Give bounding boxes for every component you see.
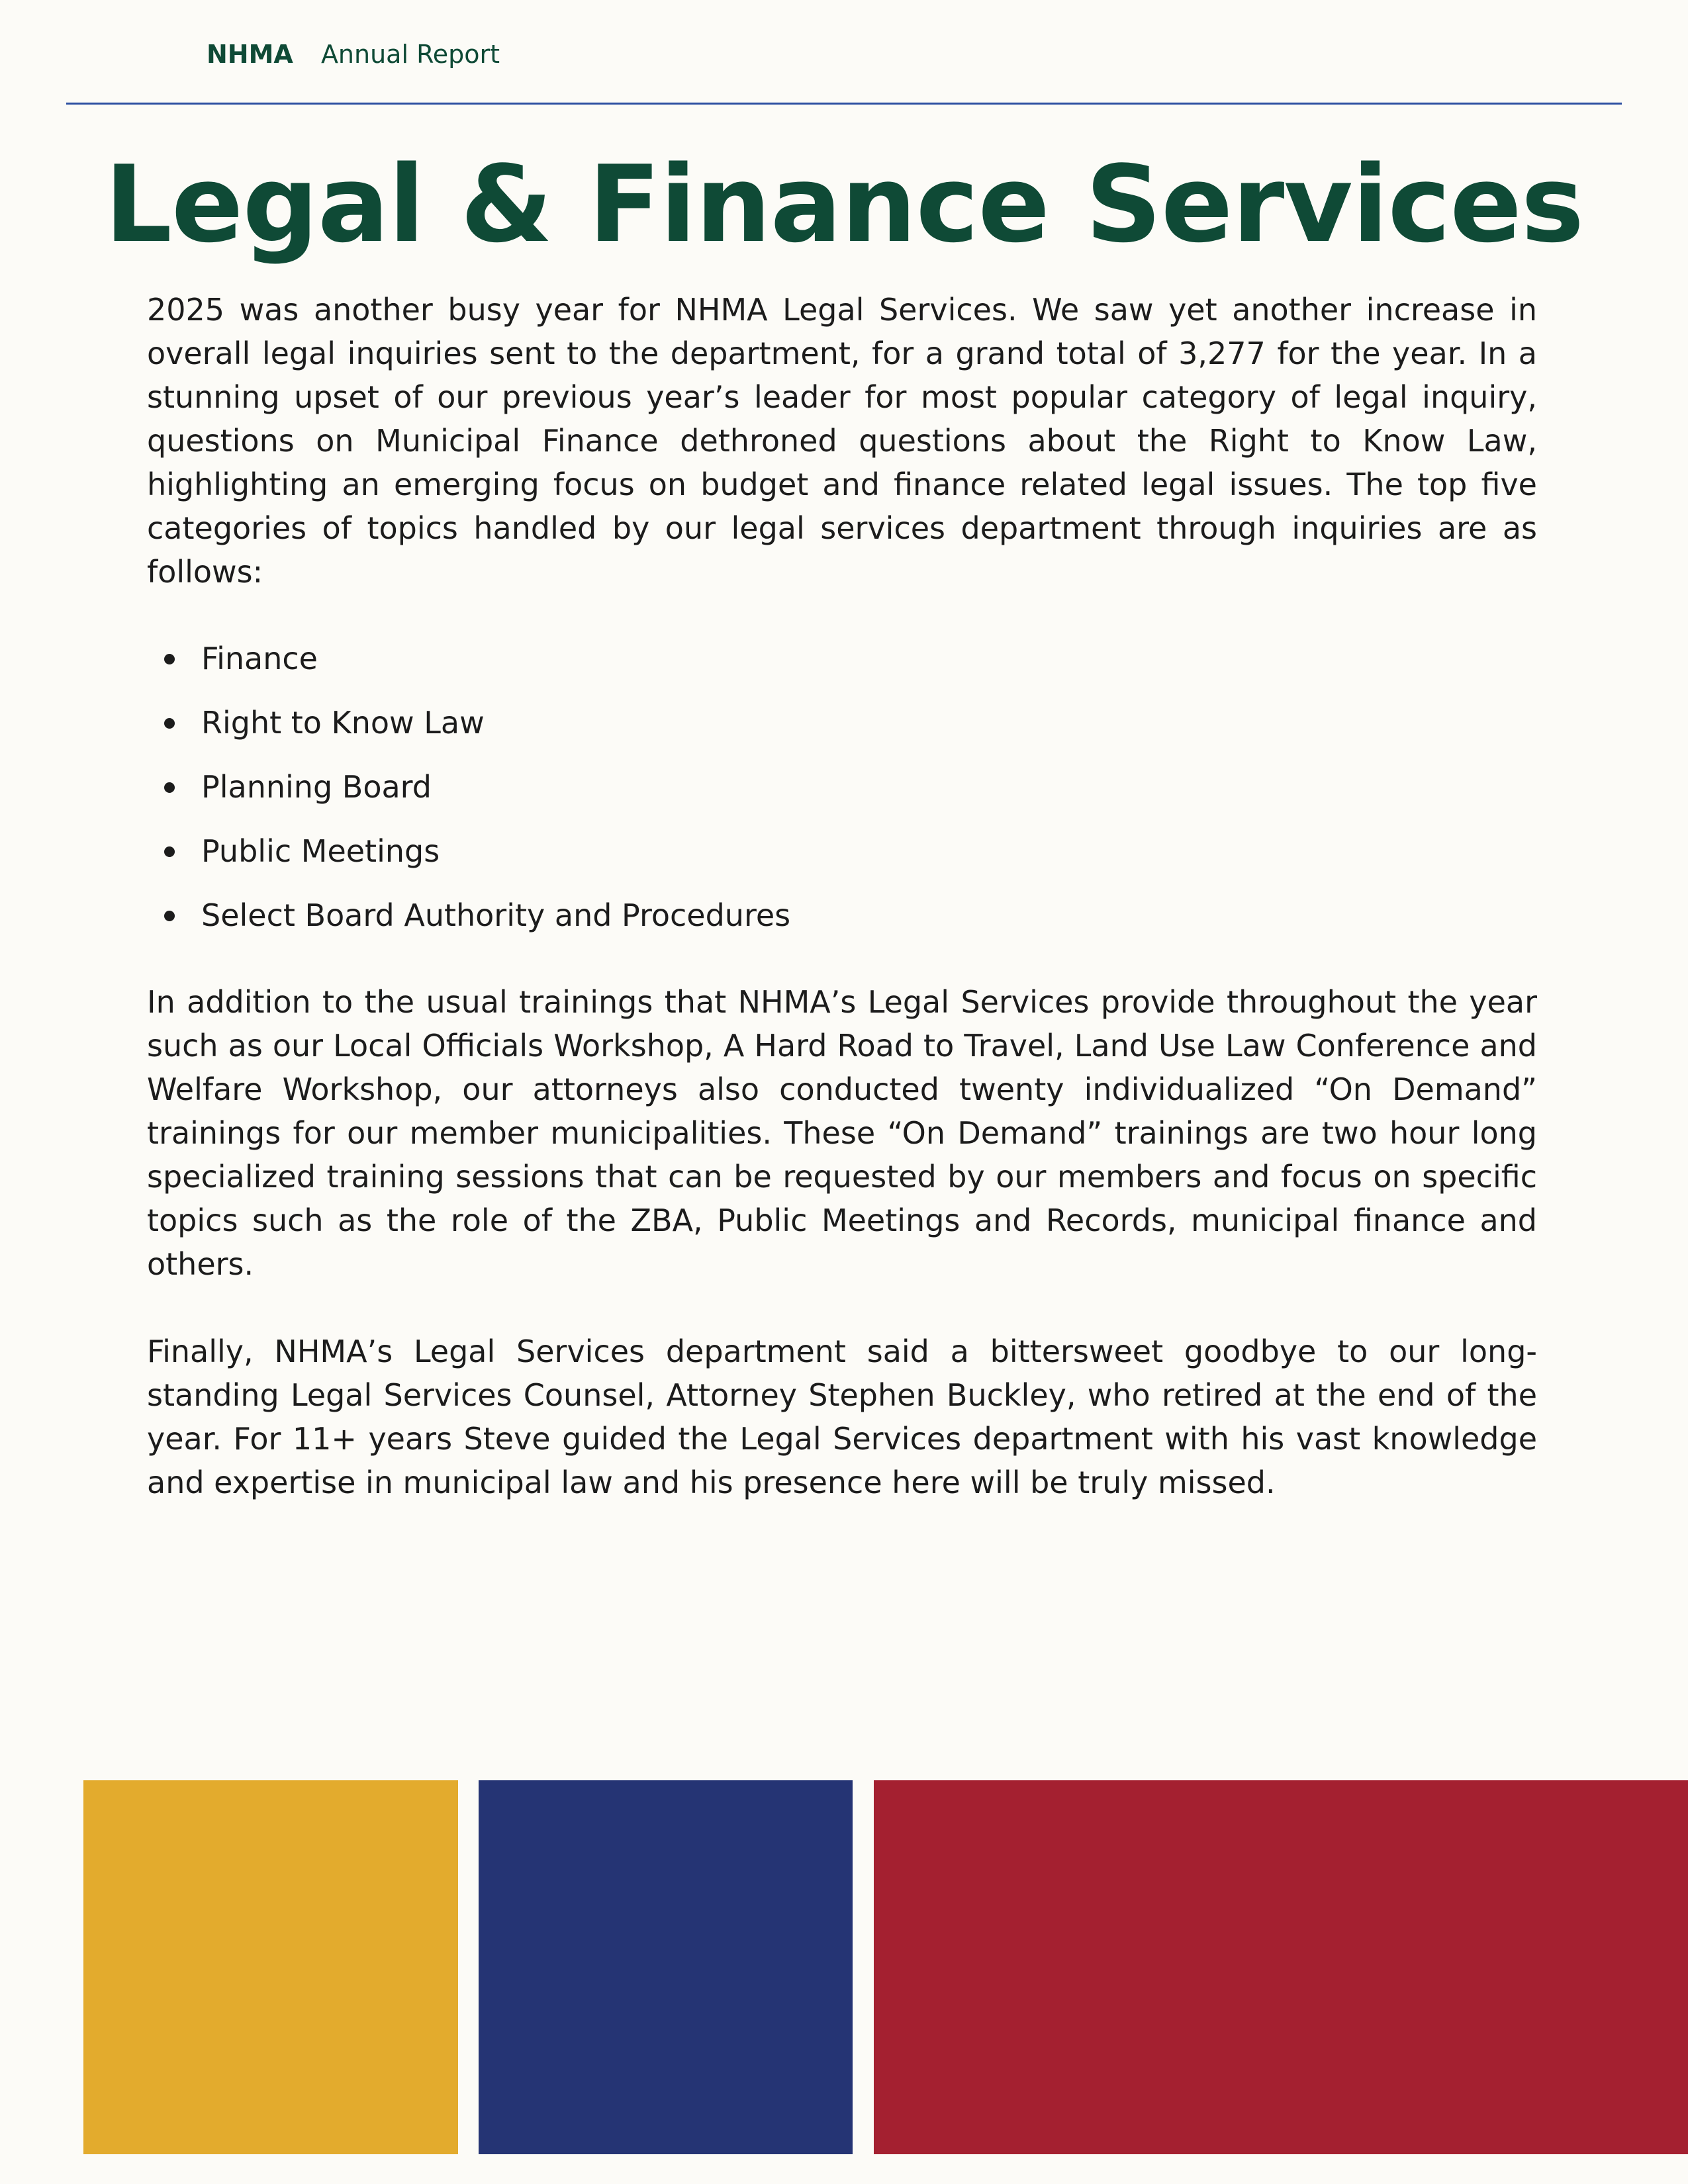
list-item [147, 829, 1537, 873]
body-content [147, 288, 1537, 1504]
header-divider [66, 103, 1622, 105]
page-title: Legal & Finance Services [104, 142, 1584, 266]
bullet-icon [164, 846, 175, 857]
bullet-icon [164, 718, 175, 729]
list-item-text: Right to Know Law [201, 705, 485, 741]
list-item-text: Select Board Authority and Procedures [201, 897, 791, 933]
header-org: NHMA [207, 40, 293, 69]
list-item-text: Public Meetings [201, 833, 440, 869]
farewell-paragraph: Finally, NHMA’s Legal Services department said a bittersweet goodbye to our long-standing Legal Services Counsel, Attorney Stephen Buckley, who retired at the end of the year. For 11+ years Steve guided the Legal Services department with his vast knowledge and expertise in municipal law and his presence here will be truly missed. [147, 1334, 1537, 1500]
list-item [147, 701, 1537, 745]
bullet-icon [164, 654, 175, 664]
topic-list [147, 637, 1537, 937]
bullet-icon [164, 782, 175, 793]
page-header [207, 40, 500, 69]
yellow-color-block [83, 1780, 458, 2154]
blue-color-block [479, 1780, 853, 2154]
list-item [147, 637, 1537, 680]
list-item-text: Finance [201, 641, 318, 676]
red-color-block [874, 1780, 1688, 2154]
list-item [147, 893, 1537, 937]
list-item-text: Planning Board [201, 769, 432, 805]
trainings-paragraph: In addition to the usual trainings that NHMA’s Legal Services provide throughout the year such as our Local Officials Workshop, A Hard Road to Travel, Land Use Law Conference and Welfare Workshop, our attorneys also conducted twenty individualized “On Demand” trainings for our member municipalities. These “On Demand” trainings are two hour long specialized training sessions that can be requested by our members and focus on specific topics such as the role of the ZBA, Public Meetings and Records, municipal finance and others. [147, 984, 1537, 1282]
intro-paragraph: 2025 was another busy year for NHMA Legal Services. We saw yet another increase in overall legal inquiries sent to the department, for a grand total of 3,277 for the year. In a stunning upset of our previous year’s leader for most popular category of legal inquiry, questions on Municipal Finance dethroned questions about the Right to Know Law, highlighting an emerging focus on budget and finance related legal issues. The top five categories of topics handled by our legal services department through inquiries are as follows: [147, 292, 1537, 590]
bullet-icon [164, 911, 175, 921]
list-item [147, 765, 1537, 809]
header-subtitle: Annual Report [320, 40, 500, 69]
